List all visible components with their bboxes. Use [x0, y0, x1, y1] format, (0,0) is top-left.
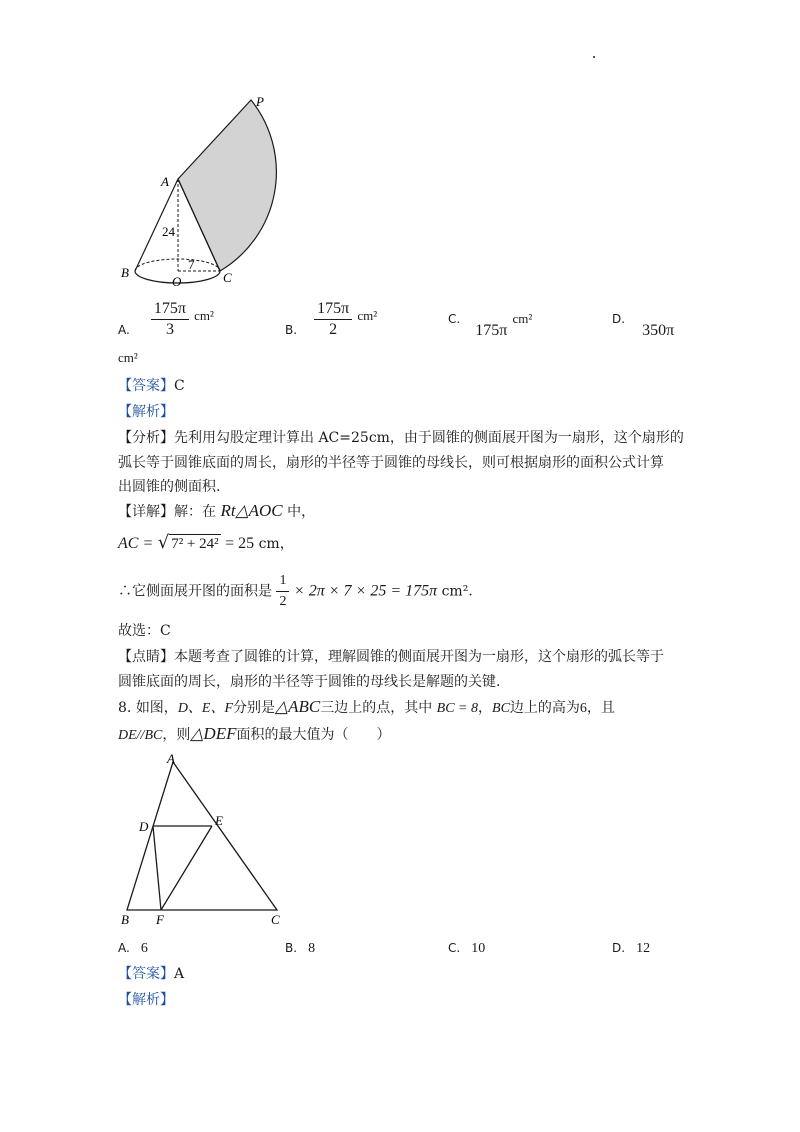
label-height: 24 [162, 224, 175, 239]
q8-stem-line-1: 8. 如图，D、E、F分别是△ABC三边上的点，其中 BC = 8，BC边上的高为6，且 [118, 697, 615, 716]
q7-equation-ac: AC = √ 7² + 24² = 25 cm， [118, 532, 294, 553]
label-B: B [121, 912, 129, 927]
q7-answer: 【答案】C [118, 378, 185, 394]
triangle-figure [115, 750, 290, 930]
option-b-fraction: $\frac{175\pi}{2}$ [314, 300, 352, 339]
q7-detail: 【详解】解：在 Rt△AOC 中， [118, 501, 316, 520]
q8-stem-line-2: DE//BC，则△DEF面积的最大值为（ ） [118, 724, 391, 743]
q7-fenxi-line-3: 出圆锥的侧面积. [118, 479, 221, 495]
label-A: A [167, 751, 175, 766]
q8-analysis-tag: 【解析】 [118, 992, 174, 1008]
q7-dianjing-line-2: 圆锥底面的周长，扇形的半径等于圆锥的母线长是解题的关键. [118, 674, 501, 690]
q7-equation-area: ∴它侧面展开图的面积是 $\frac{1}{2}$ × 2π × 7 × 25 = 175π cm². [118, 573, 473, 609]
q8-option-d[interactable]: D. 12 [612, 941, 651, 956]
label-E: E [215, 813, 223, 828]
label-B: B [121, 265, 129, 280]
label-C: C [271, 912, 280, 927]
q7-option-b[interactable]: $_{B.}$ $\frac{175\pi}{2}$ $^{cm^2}$ [285, 300, 378, 338]
q8-option-b[interactable]: B. 8 [285, 941, 316, 956]
q7-option-d-unit: cm² [118, 350, 138, 365]
q8-option-a[interactable]: A. 6 [118, 941, 148, 956]
label-C: C [223, 270, 232, 285]
q8-answer: 【答案】A [118, 966, 185, 982]
label-D: D [139, 819, 149, 834]
q7-option-c[interactable]: C. 175π cm² [448, 311, 533, 339]
corner-dot [593, 56, 595, 58]
q7-choose: 故选：C [118, 623, 171, 639]
q7-analysis-tag: 【解析】 [118, 404, 174, 420]
label-A: A [161, 174, 169, 189]
cone-figure [115, 92, 295, 292]
q7-dianjing-line-1: 【点睛】本题考查了圆锥的计算，理解圆锥的侧面展开图为一扇形，这个扇形的弧长等于 [118, 649, 664, 665]
q7-fenxi-line-2: 弧长等于圆锥底面的周长，扇形的半径等于圆锥的母线长，则可根据扇形的面积公式计算 [118, 455, 664, 471]
label-radius: 7 [188, 257, 195, 272]
one-half-fraction: $\frac{1}{2}$ [276, 572, 289, 611]
label-O: O [172, 274, 182, 289]
q7-fenxi-line-1: 【分析】先利用勾股定理计算出 AC=25cm，由于圆锥的侧面展开图为一扇形，这个扇形的 [118, 430, 684, 446]
q8-option-c[interactable]: C. 10 [448, 941, 486, 956]
q7-option-a[interactable]: $_{A.}$ $\frac{175\pi}{3}$ $^{cm^2}$ [118, 300, 214, 338]
label-P: P [256, 94, 264, 109]
label-F: F [156, 912, 164, 927]
option-a-fraction: $\frac{175\pi}{3}$ [151, 300, 189, 339]
q7-option-d[interactable]: D. 350π [612, 312, 675, 339]
